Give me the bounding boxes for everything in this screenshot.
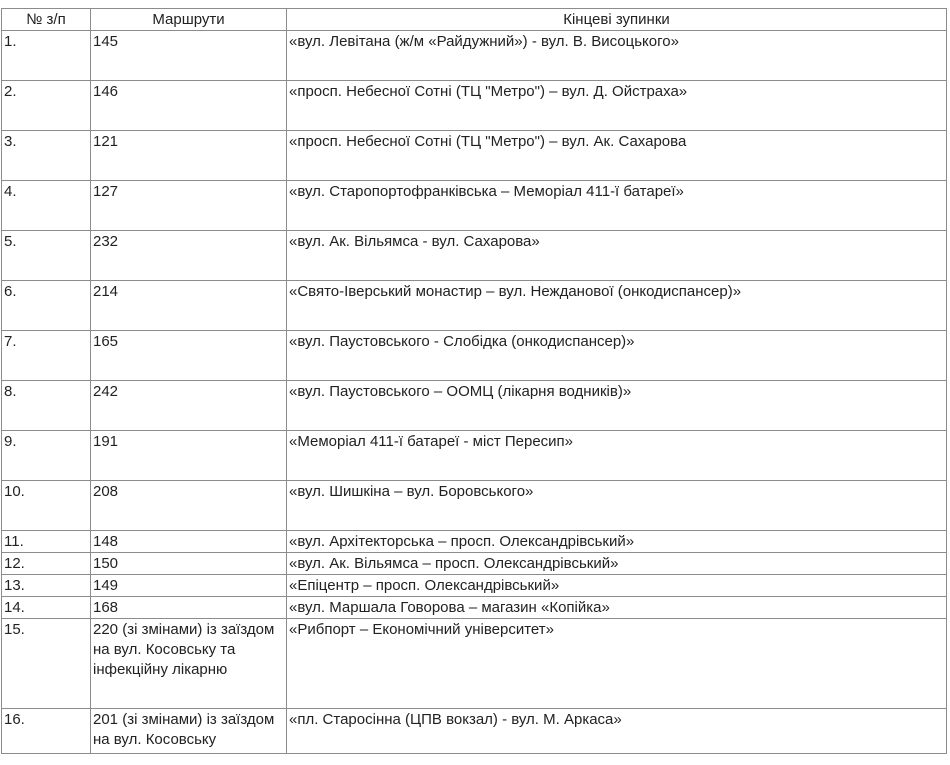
row-number: 10. [2,481,91,531]
row-stops: «вул. Ак. Вільямса – просп. Олександрівський» [287,553,947,575]
table-row [2,709,947,754]
table-row [2,231,947,281]
row-stops: «вул. Ак. Вільямса - вул. Сахарова» [287,231,947,281]
row-number: 9. [2,431,91,481]
row-number: 8. [2,381,91,431]
row-stops: «Рибпорт – Економічний університет» [287,619,947,709]
table-row [2,31,947,81]
row-stops: «просп. Небесної Сотні (ТЦ "Метро") – вул. Д. Ойстраха» [287,81,947,131]
row-number: 16. [2,709,91,754]
row-route: 214 [91,281,287,331]
row-route: 208 [91,481,287,531]
row-stops: «Епіцентр – просп. Олександрівський» [287,575,947,597]
row-stops: «вул. Шишкіна – вул. Боровського» [287,481,947,531]
row-stops: «просп. Небесної Сотні (ТЦ "Метро") – вул. Ак. Сахарова [287,131,947,181]
row-route: 191 [91,431,287,481]
table-row [2,597,947,619]
row-stops: «вул. Старопортофранківська – Меморіал 411-ї батареї» [287,181,947,231]
row-route: 165 [91,331,287,381]
table-row [2,81,947,131]
row-number: 7. [2,331,91,381]
header-number: № з/п [2,9,91,31]
row-number: 6. [2,281,91,331]
row-stops: «вул. Паустовського – ООМЦ (лікарня водників)» [287,381,947,431]
row-route: 150 [91,553,287,575]
table-row [2,481,947,531]
table-row [2,619,947,709]
table-row [2,431,947,481]
row-route: 232 [91,231,287,281]
table-row [2,553,947,575]
table-header-row [2,9,947,31]
row-number: 2. [2,81,91,131]
table-row [2,131,947,181]
row-number: 5. [2,231,91,281]
row-route: 220 (зі змінами) із заїздом на вул. Косовську та інфекційну лікарню [91,619,287,709]
row-route: 121 [91,131,287,181]
row-number: 3. [2,131,91,181]
table-row [2,331,947,381]
row-stops: «Свято-Іверський монастир – вул. Нежданової (онкодиспансер)» [287,281,947,331]
row-route: 242 [91,381,287,431]
row-stops: «пл. Старосінна (ЦПВ вокзал) - вул. М. Аркаса» [287,709,947,754]
table-row [2,575,947,597]
row-stops: «вул. Паустовського - Слобідка (онкодиспансер)» [287,331,947,381]
row-stops: «Меморіал 411-ї батареї - міст Пересип» [287,431,947,481]
row-number: 13. [2,575,91,597]
row-stops: «вул. Архітекторська – просп. Олександрівський» [287,531,947,553]
row-number: 14. [2,597,91,619]
row-number: 12. [2,553,91,575]
row-route: 201 (зі змінами) із заїздом на вул. Косовську [91,709,287,754]
row-number: 4. [2,181,91,231]
table-row [2,381,947,431]
row-route: 149 [91,575,287,597]
row-stops: «вул. Маршала Говорова – магазин «Копійка» [287,597,947,619]
row-number: 15. [2,619,91,709]
row-stops: «вул. Левітана (ж/м «Райдужний») - вул. В. Висоцького» [287,31,947,81]
table-row [2,531,947,553]
routes-table [1,8,947,754]
row-route: 168 [91,597,287,619]
header-terminal-stops: Кінцеві зупинки [287,9,947,31]
row-route: 148 [91,531,287,553]
row-number: 11. [2,531,91,553]
header-routes: Маршрути [91,9,287,31]
row-route: 146 [91,81,287,131]
table-row [2,281,947,331]
table-row [2,181,947,231]
row-number: 1. [2,31,91,81]
row-route: 127 [91,181,287,231]
row-route: 145 [91,31,287,81]
